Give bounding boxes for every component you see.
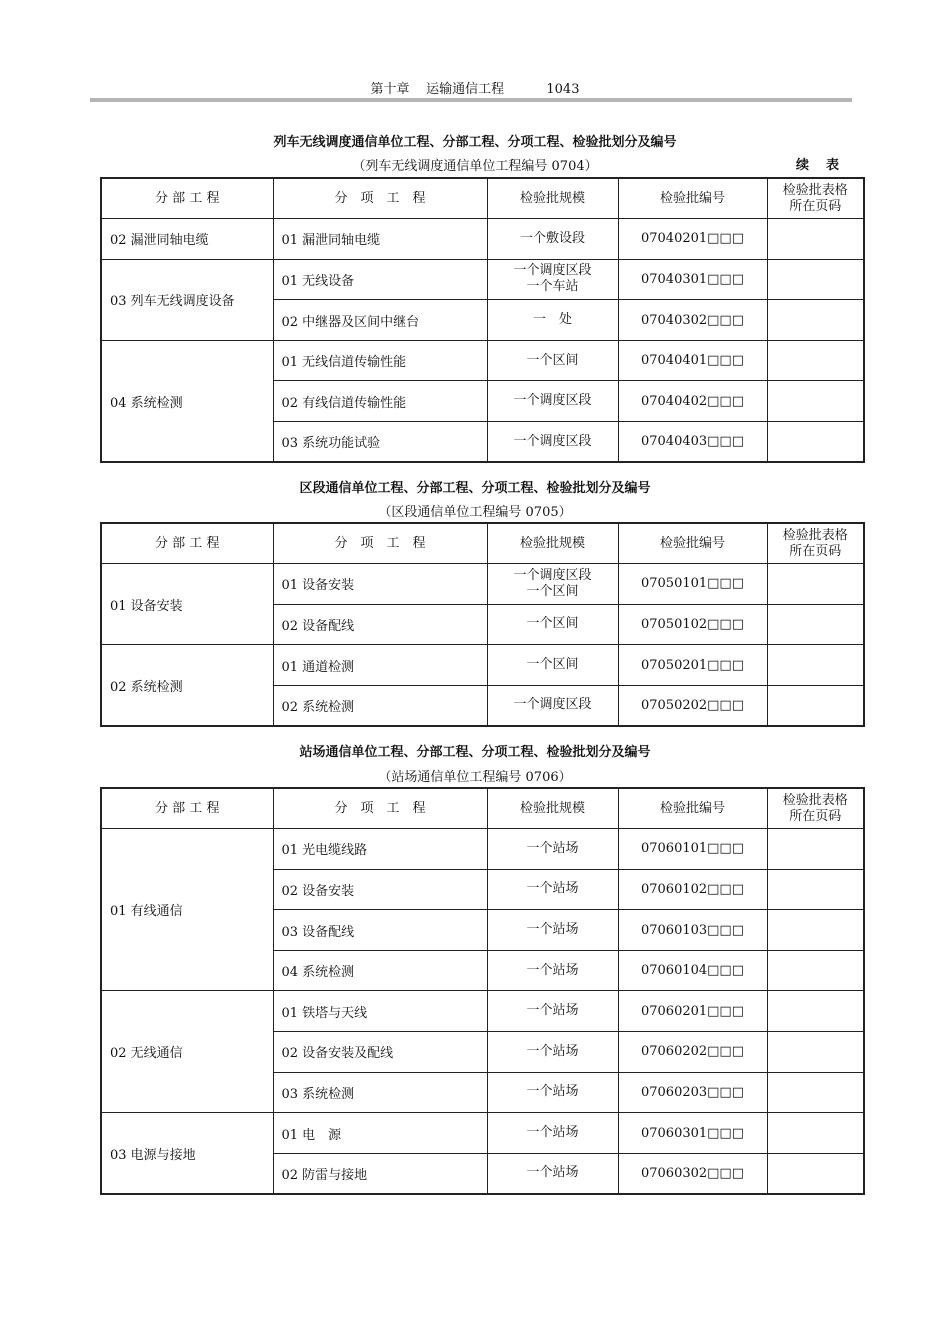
page-cell <box>767 1113 864 1154</box>
subitem-cell: 04 系统检测 <box>273 950 487 991</box>
chapter-title: 运输通信工程 <box>426 82 505 97</box>
subitem-cell: 01 无线设备 <box>273 259 487 300</box>
page-cell <box>767 604 864 645</box>
division-cell: 03 列车无线调度设备 <box>101 259 273 340</box>
page-cell <box>767 300 864 341</box>
table-row <box>101 645 864 686</box>
subitem-cell: 02 中继器及区间中继台 <box>273 300 487 341</box>
scale-cell: 一个调度区段 一个车站 <box>487 259 618 300</box>
subitem-cell: 03 系统检测 <box>273 1072 487 1113</box>
scale-cell: 一个区间 <box>487 645 618 686</box>
header-page: 检验批表格 所在页码 <box>767 178 864 219</box>
table-title: 列车无线调度通信单位工程、分部工程、分项工程、检验批划分及编号 <box>273 135 677 150</box>
inspection-lot-table <box>100 787 865 1195</box>
division-cell: 02 无线通信 <box>101 991 273 1113</box>
scale-cell: 一个站场 <box>487 1072 618 1113</box>
code-cell: 07060301□□□ <box>618 1113 767 1154</box>
page-cell <box>767 1032 864 1073</box>
scale-cell: 一个站场 <box>487 829 618 870</box>
code-cell: 07060101□□□ <box>618 829 767 870</box>
page-cell <box>767 1153 864 1194</box>
inspection-lot-table <box>100 522 865 727</box>
page-cell <box>767 869 864 910</box>
continued-label: 续 表 <box>796 158 842 173</box>
table-row <box>101 340 864 381</box>
page-cell <box>767 991 864 1032</box>
code-cell: 07040401□□□ <box>618 340 767 381</box>
page-cell <box>767 219 864 260</box>
table-row <box>101 829 864 870</box>
table-row <box>101 259 864 300</box>
table-subtitle: （站场通信单位工程编号 0706） <box>378 770 572 785</box>
code-cell: 07050102□□□ <box>618 604 767 645</box>
division-cell: 02 系统检测 <box>101 645 273 726</box>
subitem-cell: 02 设备安装 <box>273 869 487 910</box>
page-header <box>0 78 950 97</box>
code-cell: 07060201□□□ <box>618 991 767 1032</box>
chapter-number: 第十章 <box>370 82 410 97</box>
table-title: 站场通信单位工程、分部工程、分项工程、检验批划分及编号 <box>299 745 651 760</box>
header-scale: 检验批规模 <box>487 178 618 219</box>
code-cell: 07040302□□□ <box>618 300 767 341</box>
code-cell: 07040301□□□ <box>618 259 767 300</box>
table-row <box>101 219 864 260</box>
subitem-cell: 03 系统功能试验 <box>273 422 487 463</box>
division-cell: 03 电源与接地 <box>101 1113 273 1194</box>
subitem-cell: 01 设备安装 <box>273 564 487 605</box>
header-division: 分 部 工 程 <box>101 788 273 829</box>
page-cell <box>767 564 864 605</box>
table-row <box>101 1113 864 1154</box>
subitem-cell: 02 设备配线 <box>273 604 487 645</box>
scale-cell: 一 处 <box>487 300 618 341</box>
page-cell <box>767 422 864 463</box>
header-page: 检验批表格 所在页码 <box>767 788 864 829</box>
scale-cell: 一个站场 <box>487 1153 618 1194</box>
subitem-cell: 01 漏泄同轴电缆 <box>273 219 487 260</box>
page-cell <box>767 1072 864 1113</box>
scale-cell: 一个站场 <box>487 1032 618 1073</box>
subitem-cell: 01 光电缆线路 <box>273 829 487 870</box>
scale-cell: 一个调度区段 一个区间 <box>487 564 618 605</box>
scale-cell: 一个站场 <box>487 991 618 1032</box>
scale-cell: 一个调度区段 <box>487 381 618 422</box>
header-subitem: 分 项 工 程 <box>273 523 487 564</box>
page-cell <box>767 645 864 686</box>
page-cell <box>767 381 864 422</box>
subitem-cell: 03 设备配线 <box>273 910 487 951</box>
code-cell: 07040402□□□ <box>618 381 767 422</box>
division-cell: 01 有线通信 <box>101 829 273 991</box>
scale-cell: 一个站场 <box>487 869 618 910</box>
header-subitem: 分 项 工 程 <box>273 788 487 829</box>
header-division: 分 部 工 程 <box>101 523 273 564</box>
division-cell: 02 漏泄同轴电缆 <box>101 219 273 260</box>
scale-cell: 一个区间 <box>487 604 618 645</box>
code-cell: 07050202□□□ <box>618 685 767 726</box>
table-subtitle: （区段通信单位工程编号 0705） <box>378 505 572 520</box>
code-cell: 07040201□□□ <box>618 219 767 260</box>
subitem-cell: 01 电 源 <box>273 1113 487 1154</box>
scale-cell: 一个敷设段 <box>487 219 618 260</box>
header-scale: 检验批规模 <box>487 788 618 829</box>
page-cell <box>767 685 864 726</box>
scale-cell: 一个调度区段 <box>487 685 618 726</box>
page-number: 1043 <box>546 82 580 97</box>
subitem-cell: 02 设备安装及配线 <box>273 1032 487 1073</box>
subitem-cell: 02 系统检测 <box>273 685 487 726</box>
header-code: 检验批编号 <box>618 788 767 829</box>
table-subtitle: （列车无线调度通信单位工程编号 0704） <box>352 159 598 174</box>
code-cell: 07060302□□□ <box>618 1153 767 1194</box>
header-code: 检验批编号 <box>618 178 767 219</box>
scale-cell: 一个调度区段 <box>487 422 618 463</box>
scale-cell: 一个站场 <box>487 950 618 991</box>
scale-cell: 一个站场 <box>487 910 618 951</box>
subitem-cell: 01 无线信道传输性能 <box>273 340 487 381</box>
subitem-cell: 01 铁塔与天线 <box>273 991 487 1032</box>
scale-cell: 一个站场 <box>487 1113 618 1154</box>
header-code: 检验批编号 <box>618 523 767 564</box>
header-page: 检验批表格 所在页码 <box>767 523 864 564</box>
code-cell: 07040403□□□ <box>618 422 767 463</box>
page-cell <box>767 340 864 381</box>
code-cell: 07060104□□□ <box>618 950 767 991</box>
inspection-lot-table <box>100 177 865 463</box>
division-cell: 01 设备安装 <box>101 564 273 645</box>
header-division: 分 部 工 程 <box>101 178 273 219</box>
code-cell: 07060202□□□ <box>618 1032 767 1073</box>
header-row <box>101 788 864 829</box>
code-cell: 07060103□□□ <box>618 910 767 951</box>
code-cell: 07060203□□□ <box>618 1072 767 1113</box>
header-row <box>101 523 864 564</box>
page-cell <box>767 910 864 951</box>
table-row <box>101 564 864 605</box>
code-cell: 07050201□□□ <box>618 645 767 686</box>
scale-cell: 一个区间 <box>487 340 618 381</box>
header-row <box>101 178 864 219</box>
table-row <box>101 991 864 1032</box>
header-rule <box>90 98 852 102</box>
header-scale: 检验批规模 <box>487 523 618 564</box>
page-cell <box>767 259 864 300</box>
subitem-cell: 02 防雷与接地 <box>273 1153 487 1194</box>
code-cell: 07060102□□□ <box>618 869 767 910</box>
page-cell <box>767 950 864 991</box>
subitem-cell: 01 通道检测 <box>273 645 487 686</box>
table-title: 区段通信单位工程、分部工程、分项工程、检验批划分及编号 <box>299 481 651 496</box>
subitem-cell: 02 有线信道传输性能 <box>273 381 487 422</box>
header-subitem: 分 项 工 程 <box>273 178 487 219</box>
code-cell: 07050101□□□ <box>618 564 767 605</box>
division-cell: 04 系统检测 <box>101 340 273 462</box>
page-cell <box>767 829 864 870</box>
